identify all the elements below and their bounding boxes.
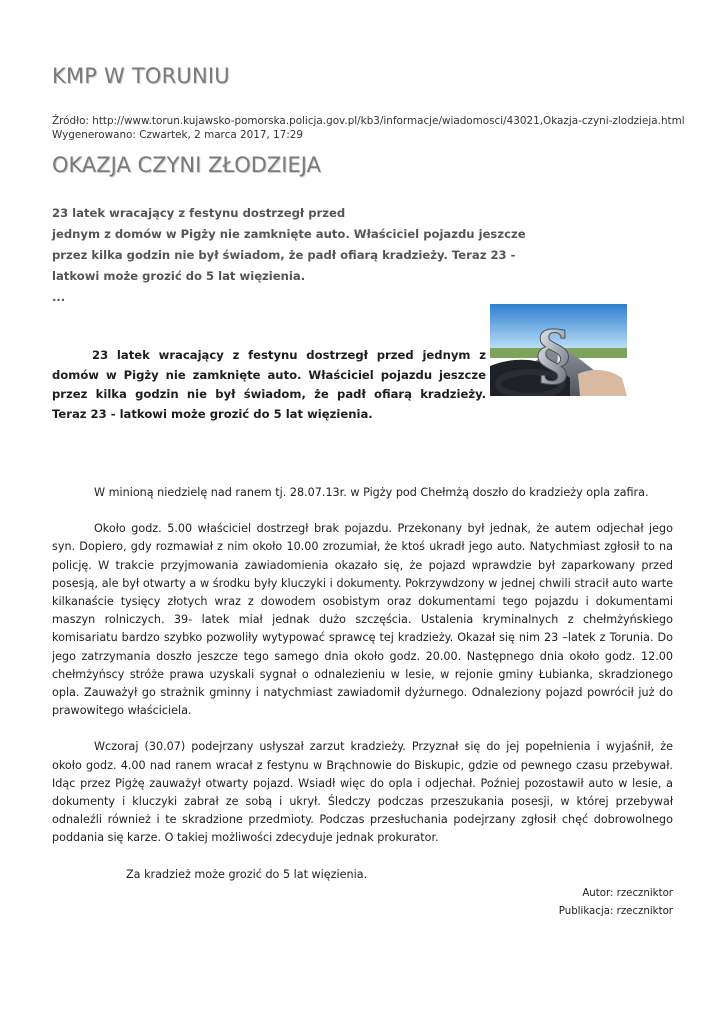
generated-line: Wygenerowano: Czwartek, 2 marca 2017, 17:29 — [52, 129, 303, 141]
lead-line-2: jednym z domów w Pigży nie zamknięte auto. Właściciel pojazdu jeszcze przez kilka godzin nie był świadom, że padł ofiarą kradzieży. Teraz 23 - latkowi może grozić do 5 lat więzienia. — [52, 227, 526, 283]
document-meta — [52, 114, 685, 142]
article-footer — [559, 885, 673, 921]
site-title: KMP W TORUNIU — [52, 64, 230, 88]
publication-line: Publikacja: rzeczniktor — [558, 906, 673, 917]
lead-line-1: 23 latek wracający z festynu dostrzegł przed — [52, 206, 346, 220]
body-paragraph-2: Około godz. 5.00 właściciel dostrzegł brak pojazdu. Przekonany był jednak, że autem odjechał jego syn. Dopiero, gdy rozmawiał z nim około 10.00 zrozumiał, że ktoś ukradł jego auto. Natychmiast zgłosił to na policję. W trakcie przyjmowania zawiadomienia okazało się, że pojazd wprawdzie był zaparkowany przed posesją, ale był otwarty a w środku były kluczyki i dokumenty. Pokrzywdzony w jednej chwili stracił auto warte kilkanaście tysięcy złotych wraz z dowodem osobistym oraz dokumentami tego pojazdu i dokumentami maszyn rolniczych. 39- latek miał jednak dużo szczęścia. Ustalenia kryminalnych z chełmżyńskiego komisariatu bardzo szybko pozwoliły wytypować sprawcę tej kradzieży. Okazał się nim 23 –latek z Torunia. Do jego zatrzymania doszło jeszcze tego samego dnia około godz. 20.00. Następnego dnia około godz. 12.00 chełmżyńscy stróże prawa uzyskali sygnał o odnalezieniu w lesie, w rejonie gminy Łubianka, skradzionego opla. Zauważył go strażnik gminny i natychmiast zawiadomił dyżurnego. Odnaleziony pojazd powrócił już do prawowitego właściciela. — [52, 522, 673, 718]
article-photo — [490, 304, 627, 396]
source-line: Źródło: http://www.torun.kujawsko-pomorska.policja.gov.pl/kb3/informacje/wiadomosci/43021,Okazja-czyni-zlodzieja.html — [52, 115, 685, 127]
article-lead — [52, 203, 552, 308]
lead-ellipsis: ... — [52, 290, 66, 304]
body-paragraph-1: W minioną niedzielę nad ranem tj. 28.07.13r. w Pigży pod Chełmżą doszło do kradzieży opla zafira. — [94, 486, 649, 499]
svg-text:§: § — [536, 316, 571, 394]
article-body — [52, 484, 673, 902]
author-line: Autor: rzeczniktor — [582, 888, 673, 899]
lead-repeat: 23 latek wracający z festynu dostrzegł przed jednym z domów w Pigży nie zamknięte auto. Właściciel pojazdu jeszcze przez kilka godzin nie był świadom, że padł ofiarą kradzieży. Teraz 23 - latkowi może grozić do 5 lat więzienia. — [52, 348, 486, 421]
body-paragraph-4: Za kradzież może grozić do 5 lat więzienia. — [126, 867, 368, 881]
body-paragraph-3: Wczoraj (30.07) podejrzany usłyszał zarzut kradzieży. Przyznał się do jej popełnienia i wyjaśnił, że około godz. 4.00 nad ranem wracał z festynu w Brąchnowie do Biskupic, gdzie od pewnego czasu przebywał. Idąc przez Pigżę zauważył otwarty pojazd. Wsiadł więc do opla i odjechał. Poźniej pozostawił auto w lesie, a dokumenty i kluczyki zabrał ze sobą i ukrył. Śledczy podczas przeszukania posesji, w której przebywał odnaleźli również i te skradzione przedmioty. Podczas przesłuchania podejrzany zgłosił chęć dobrowolnego poddania się karze. O takiej możliwości zdecyduje jednak prokurator. — [52, 740, 673, 845]
article-title: OKAZJA CZYNI ZŁODZIEJA — [52, 153, 321, 177]
